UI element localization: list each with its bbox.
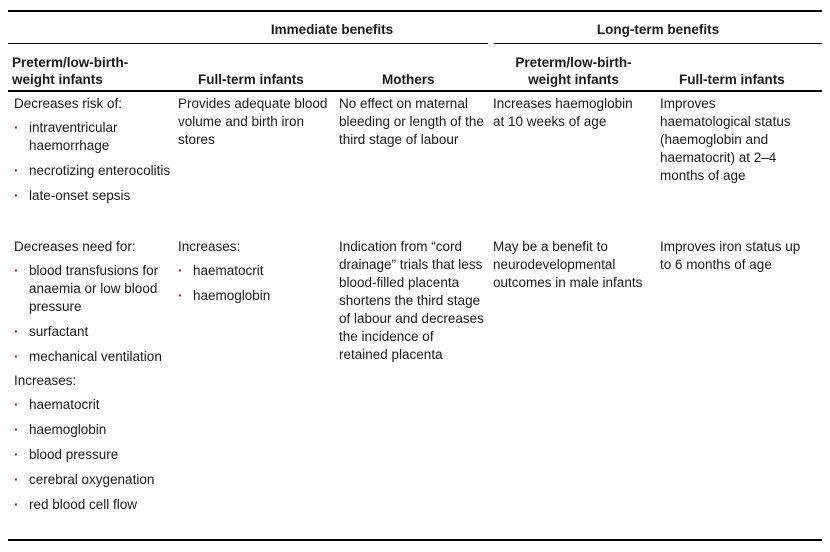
bullet-icon: · [14, 447, 19, 462]
benefits-table [8, 10, 822, 542]
group-header-immediate: Immediate benefits [270, 22, 394, 37]
row2-preterm-long-cell: May be a benefit to neurodevelopmental outcomes in male infants [493, 239, 643, 290]
table-top-rule [8, 10, 822, 12]
bullet-icon: · [14, 397, 19, 412]
row1-preterm-list [14, 119, 172, 205]
row2-preterm-intro: Decreases need for: [14, 239, 136, 254]
bullet-icon: · [14, 472, 19, 487]
group-underline-long-term [494, 43, 822, 44]
column-header-preterm-long: Preterm/low-birth-weight infants [515, 55, 632, 87]
bullet-icon: · [14, 422, 19, 437]
row2-fullterm-intro: Increases: [178, 239, 241, 254]
bullet-icon: · [14, 163, 19, 178]
column-header-fullterm-immediate: Full-term infants [198, 72, 304, 87]
header-separator-rule [8, 43, 176, 44]
row2-preterm-cell [14, 238, 172, 520]
header-bottom-rule [8, 90, 822, 92]
list-item: · cerebral oxygenation [14, 472, 155, 487]
row2-mothers-cell: Indication from “cord drainage” trials that less blood-filled placenta shortens the third stage of labour and decreases the incidence of retained placenta [339, 239, 484, 362]
row1-preterm-long-cell: Increases haemoglobin at 10 weeks of age [493, 96, 633, 129]
row2-preterm-intro2: Increases: [14, 373, 77, 388]
group-underline-immediate [176, 43, 488, 44]
bullet-icon: · [178, 288, 183, 303]
row1-fullterm-long-cell: Improves haematological status (haemoglobin and haematocrit) at 2–4 months of age [660, 96, 791, 183]
list-item: · haematocrit [178, 263, 264, 278]
row2-preterm-list [14, 262, 172, 366]
row2-preterm-list2 [14, 396, 172, 514]
row1-preterm-cell [14, 95, 172, 211]
row2-fullterm-list [178, 262, 330, 305]
row1-fullterm-immediate-cell: Provides adequate blood volume and birth iron stores [178, 96, 328, 147]
list-item: · necrotizing enterocolitis [14, 163, 171, 178]
table-bottom-rule [8, 539, 822, 541]
row1-mothers-cell: No effect on maternal bleeding or length of the third stage of labour [339, 96, 484, 147]
list-item: · intraventricular haemorrhage [14, 120, 118, 153]
list-item: · mechanical ventilation [14, 349, 162, 364]
bullet-icon: · [14, 497, 19, 512]
column-header-mothers: Mothers [382, 72, 435, 87]
bullet-icon: · [14, 349, 19, 364]
list-item: · surfactant [14, 324, 89, 339]
row2-fullterm-long-cell: Improves iron status up to 6 months of age [660, 239, 801, 272]
bullet-icon: · [14, 324, 19, 339]
row2-fullterm-immediate-cell [178, 238, 330, 311]
bullet-icon: · [14, 263, 19, 278]
list-item: · blood pressure [14, 447, 119, 462]
list-item: · red blood cell flow [14, 497, 138, 512]
list-item: · blood transfusions for anaemia or low blood pressure [14, 263, 159, 314]
group-header-long-term: Long-term benefits [596, 22, 720, 37]
bullet-icon: · [14, 188, 19, 203]
column-header-fullterm-long: Full-term infants [679, 72, 785, 87]
bullet-icon: · [14, 120, 19, 135]
list-item: · haematocrit [14, 397, 100, 412]
list-item: · haemoglobin [14, 422, 107, 437]
list-item: · late-onset sepsis [14, 188, 131, 203]
row1-preterm-intro: Decreases risk of: [14, 96, 123, 111]
bullet-icon: · [178, 263, 183, 278]
column-header-preterm-immediate: Preterm/low-birth-weight infants [12, 55, 129, 87]
list-item: · haemoglobin [178, 288, 271, 303]
